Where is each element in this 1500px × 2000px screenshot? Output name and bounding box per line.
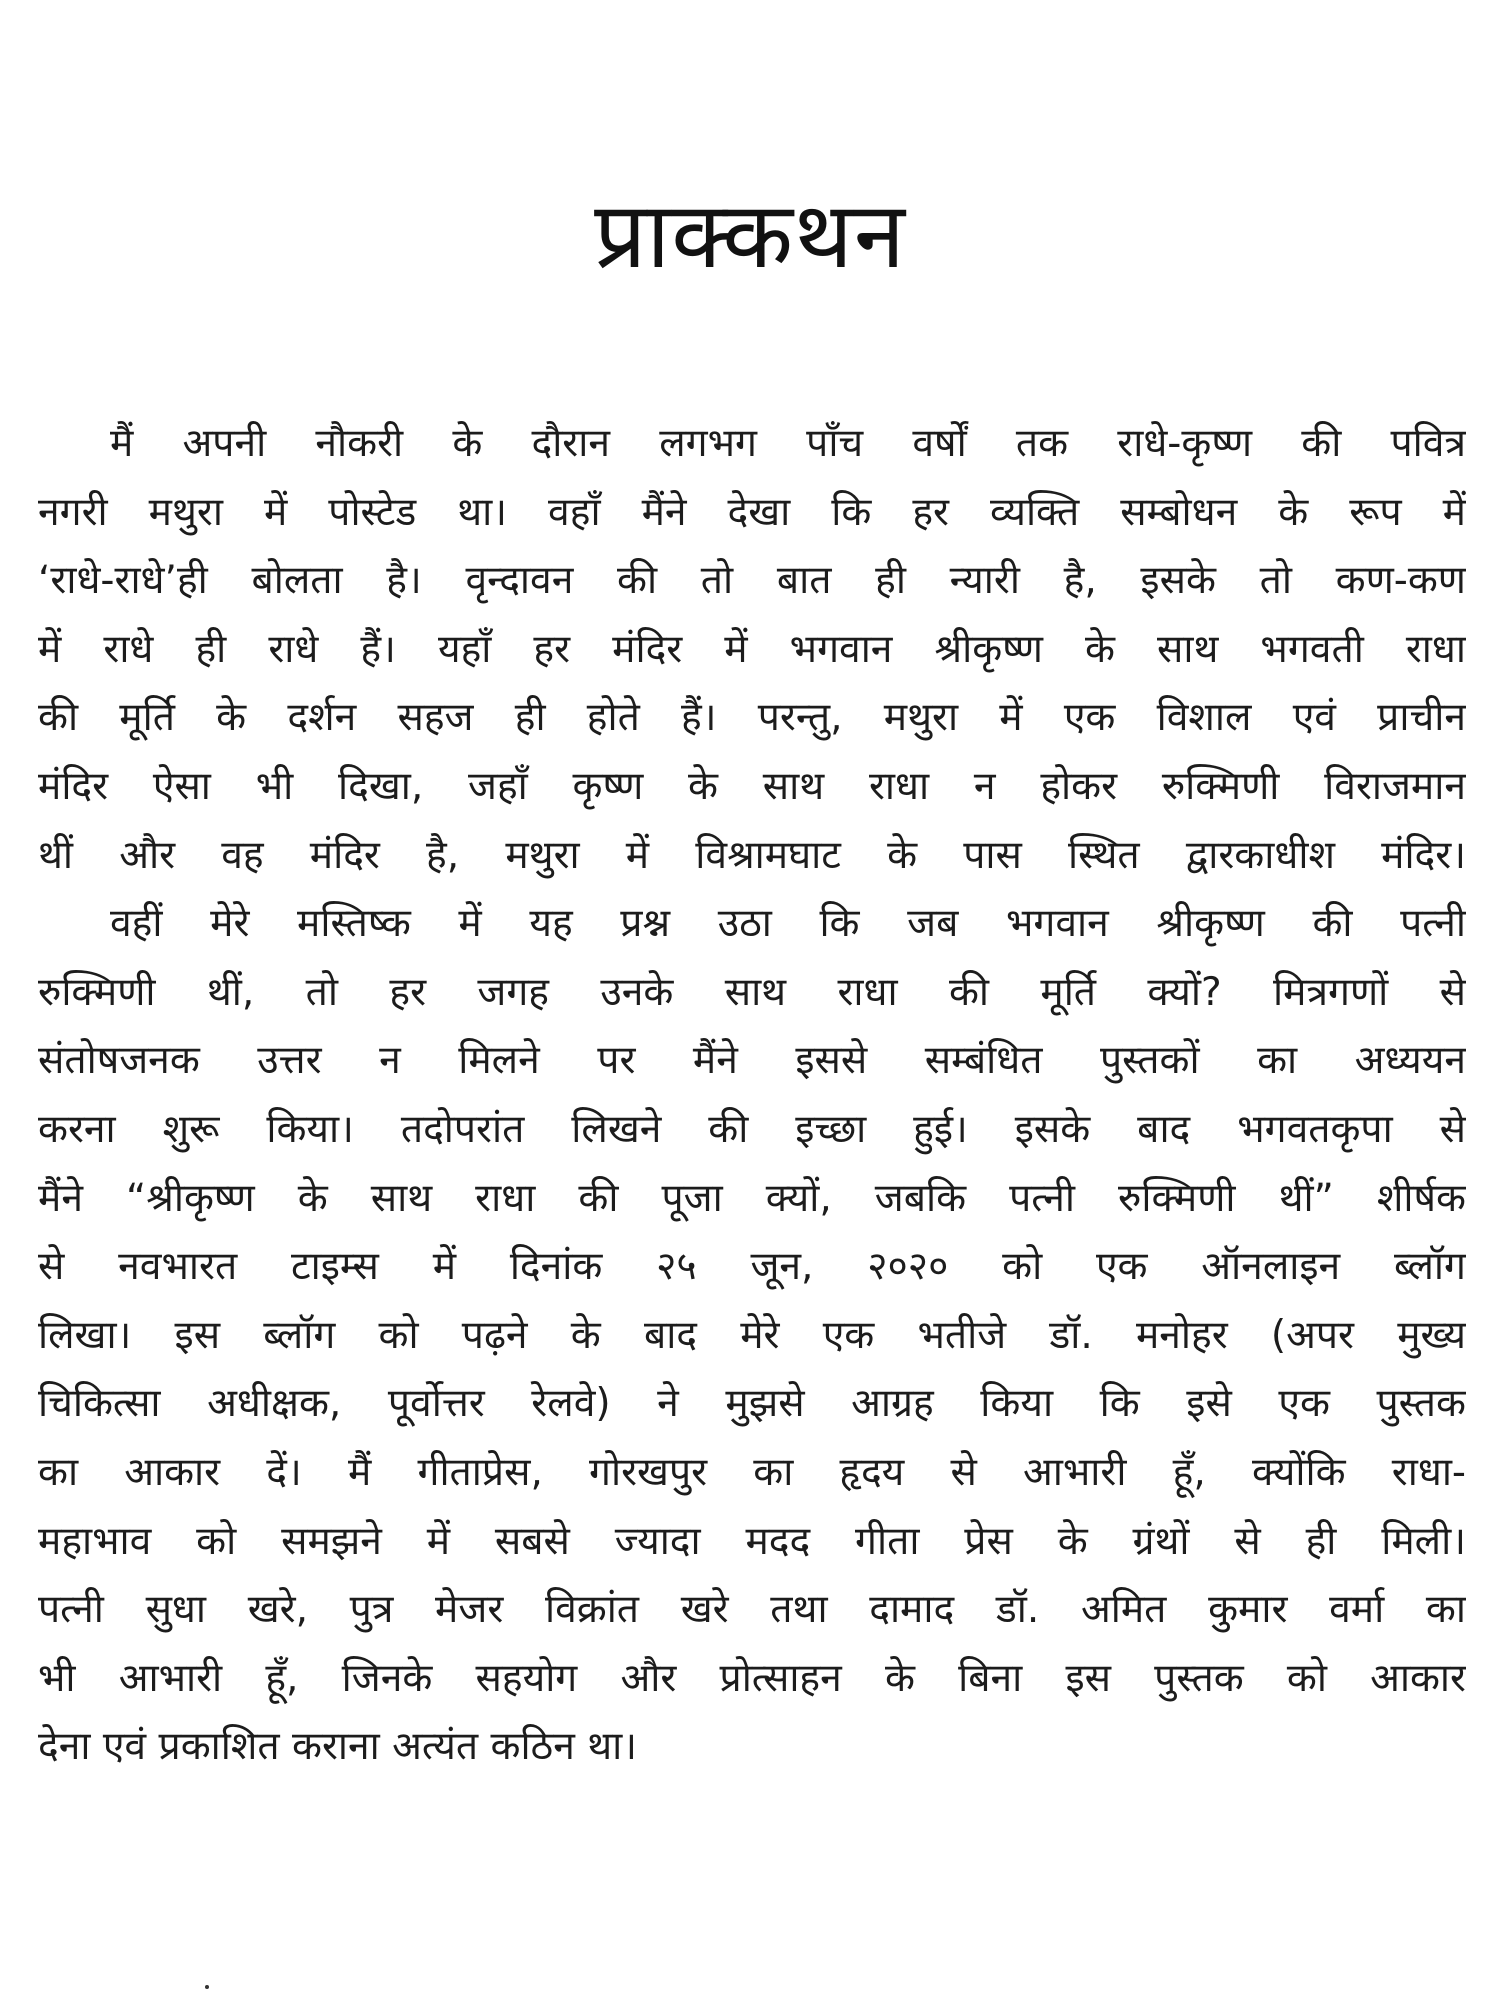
paragraph-2 (38, 890, 1466, 1782)
text-line: भी आभारी हूँ, जिनके सहयोग और प्रोत्साहन के बिना इस पुस्तक को आकार (38, 1655, 1466, 1701)
text-line: का आकार दें। मैं गीताप्रेस, गोरखपुर का हृदय से आभारी हूँ, क्योंकि राधा- (38, 1449, 1466, 1495)
scan-speck (205, 1985, 209, 1989)
text-line: वहीं मेरे मस्तिष्क में यह प्रश्न उठा कि जब भगवान श्रीकृष्ण की पत्नी (110, 901, 1466, 947)
text-line: में राधे ही राधे हैं। यहाँ हर मंदिर में भगवान श्रीकृष्ण के साथ भगवती राधा (38, 626, 1466, 672)
page-title: प्राक्कथन (594, 182, 906, 289)
text-line: से नवभारत टाइम्स में दिनांक २५ जून, २०२० को एक ऑनलाइन ब्लॉग (38, 1244, 1466, 1290)
body-text (38, 410, 1466, 1782)
text-line: नगरी मथुरा में पोस्टेड था। वहाँ मैंने देखा कि हर व्यक्ति सम्बोधन के रूप में (38, 489, 1466, 535)
text-line: पत्नी सुधा खरे, पुत्र मेजर विक्रांत खरे तथा दामाद डॉ. अमित कुमार वर्मा का (38, 1587, 1466, 1633)
text-line: की मूर्ति के दर्शन सहज ही होते हैं। परन्तु, मथुरा में एक विशाल एवं प्राचीन (38, 695, 1466, 741)
text-line: मंदिर ऐसा भी दिखा, जहाँ कृष्ण के साथ राधा न होकर रुक्मिणी विराजमान (38, 763, 1466, 809)
text-line: मैंने “श्रीकृष्ण के साथ राधा की पूजा क्यों, जबकि पत्नी रुक्मिणी थीं” शीर्षक (38, 1175, 1466, 1221)
text-line: महाभाव को समझने में सबसे ज्यादा मदद गीता प्रेस के ग्रंथों से ही मिली। (38, 1518, 1466, 1564)
text-line: करना शुरू किया। तदोपरांत लिखने की इच्छा हुई। इसके बाद भगवतकृपा से (38, 1106, 1466, 1152)
text-line: संतोषजनक उत्तर न मिलने पर मैंने इससे सम्बंधित पुस्तकों का अध्ययन (38, 1038, 1466, 1084)
text-line: रुक्मिणी थीं, तो हर जगह उनके साथ राधा की मूर्ति क्यों? मित्रगणों से (38, 969, 1466, 1015)
text-line: ‘राधे-राधे’ही बोलता है। वृन्दावन की तो बात ही न्यारी है, इसके तो कण-कण (38, 558, 1466, 604)
text-line: मैं अपनी नौकरी के दौरान लगभग पाँच वर्षों तक राधे-कृष्ण की पवित्र (110, 421, 1466, 466)
text-line: थीं और वह मंदिर है, मथुरा में विश्रामघाट के पास स्थित द्वारकाधीश मंदिर। (38, 832, 1466, 878)
text-line: देना एवं प्रकाशित कराना अत्यंत कठिन था। (38, 1724, 638, 1770)
paragraph-1 (38, 410, 1466, 890)
text-line: चिकित्सा अधीक्षक, पूर्वोत्तर रेलवे) ने मुझसे आग्रह किया कि इसे एक पुस्तक (38, 1381, 1466, 1427)
text-line: लिखा। इस ब्लॉग को पढ़ने के बाद मेरे एक भतीजे डॉ. मनोहर (अपर मुख्य (38, 1312, 1466, 1358)
